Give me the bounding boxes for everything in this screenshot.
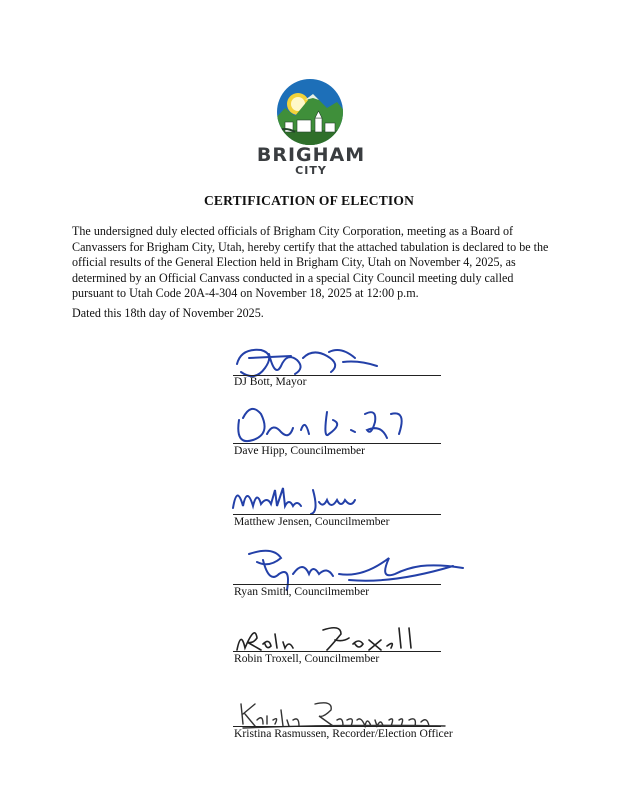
signature-block-smith [233, 544, 443, 602]
signatory-caption: Kristina Rasmussen, Recorder/Election Officer [234, 727, 453, 740]
signatory-caption: Robin Troxell, Councilmember [234, 652, 380, 665]
dated-line: Dated this 18th day of November 2025. [72, 306, 264, 320]
signatory-caption: Dave Hipp, Councilmember [234, 444, 366, 457]
signature-block-troxell [233, 620, 443, 672]
signature-block-jensen [233, 478, 443, 534]
logo-subwordmark: CITY [295, 164, 327, 177]
signature-block-mayor [233, 338, 443, 398]
signature-block-hipp [233, 400, 443, 462]
signature-image [231, 620, 431, 654]
certification-paragraph: The undersigned duly elected officials of Brigham City Corporation, meeting as a Board of Canvassers for Brigham City, Utah, hereby certify that the attached tabulation is declared to be the official results of the General Election held in Brigham City, Utah on November 4, 2025, as determined by an Official Canvass conducted in a special City Council meeting duly called pursuant to Utah Code 20A-4-304 on November 18, 2025 at 12:00 p.m. [72, 224, 549, 300]
signature-image [227, 478, 367, 518]
logo-wordmark: BRIGHAM [256, 144, 366, 166]
signatory-caption: Matthew Jensen, Councilmember [234, 515, 390, 528]
document-title: CERTIFICATION OF ELECTION [203, 193, 415, 208]
signatory-caption: Ryan Smith, Councilmember [234, 585, 370, 598]
signatory-caption: DJ Bott, Mayor [234, 375, 307, 388]
signature-block-rasmussen [233, 698, 453, 750]
